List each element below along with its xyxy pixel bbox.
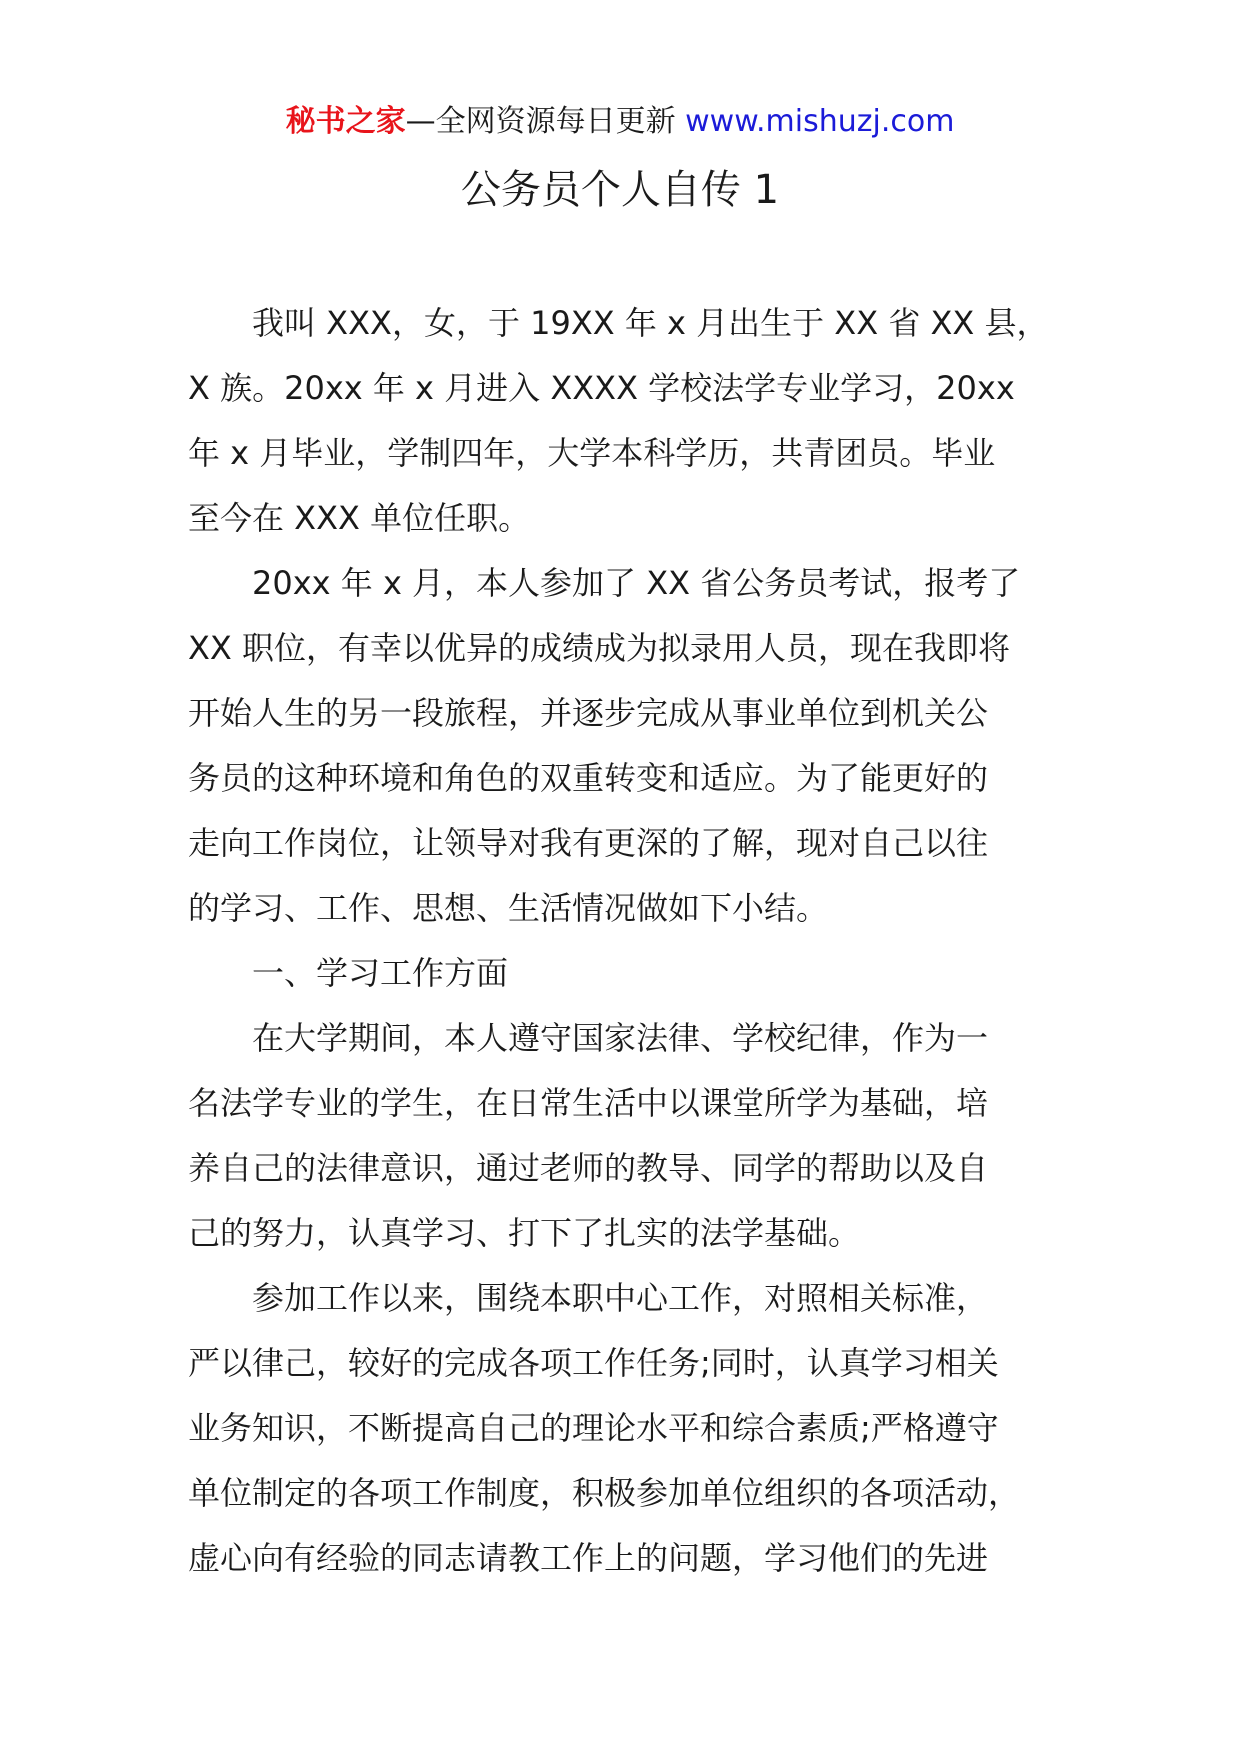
text-line: 20xx 年 x 月，本人参加了 XX 省公务员考试，报考了 bbox=[252, 564, 1021, 602]
header-tagline: —全网资源每日更新 bbox=[405, 104, 686, 139]
text-line: 业务知识，不断提高自己的理论水平和综合素质;严格遵守 bbox=[188, 1409, 999, 1447]
section-heading bbox=[188, 941, 1068, 1006]
paragraph bbox=[188, 1006, 1068, 1266]
text-line: 务员的这种环境和角色的双重转变和适应。为了能更好的 bbox=[188, 759, 989, 797]
text-line: 虚心向有经验的同志请教工作上的问题，学习他们的先进 bbox=[188, 1539, 989, 1577]
text-line: XX 职位，有幸以优异的成绩成为拟录用人员，现在我即将 bbox=[188, 629, 1011, 667]
paragraph bbox=[188, 551, 1068, 941]
text-line: 走向工作岗位，让领导对我有更深的了解，现对自己以往 bbox=[188, 824, 989, 862]
site-link[interactable]: www.mishuzj.com bbox=[685, 104, 955, 139]
text-line: 名法学专业的学生，在日常生活中以课堂所学为基础，培 bbox=[188, 1084, 989, 1122]
text-line: 开始人生的另一段旅程，并逐步完成从事业单位到机关公 bbox=[188, 694, 989, 732]
site-header bbox=[0, 100, 1240, 144]
text-line: 己的努力，认真学习、打下了扎实的法学基础。 bbox=[188, 1214, 861, 1252]
text-line: 严以律己，较好的完成各项工作任务;同时，认真学习相关 bbox=[188, 1344, 999, 1382]
brand-name: 秘书之家 bbox=[285, 104, 406, 139]
document-title: 公务员个人自传 1 bbox=[460, 167, 780, 213]
text-line: 单位制定的各项工作制度，积极参加单位组织的各项活动， bbox=[188, 1474, 1021, 1512]
text-line: 至今在 XXX 单位任职。 bbox=[188, 499, 531, 537]
paragraph bbox=[188, 1266, 1068, 1591]
text-line: 一、学习工作方面 bbox=[252, 954, 509, 992]
paragraph bbox=[188, 291, 1068, 551]
text-line: 养自己的法律意识，通过老师的教导、同学的帮助以及自 bbox=[188, 1149, 989, 1187]
text-line: 的学习、工作、思想、生活情况做如下小结。 bbox=[188, 889, 829, 927]
text-line: 在大学期间，本人遵守国家法律、学校纪律，作为一 bbox=[252, 1019, 989, 1057]
document-body bbox=[188, 291, 1068, 1591]
text-line: 参加工作以来，围绕本职中心工作，对照相关标准， bbox=[252, 1279, 989, 1317]
text-line: 年 x 月毕业，学制四年，大学本科学历，共青团员。毕业 bbox=[188, 434, 996, 472]
text-line: X 族。20xx 年 x 月进入 XXXX 学校法学专业学习，20xx bbox=[188, 369, 1015, 407]
text-line: 我叫 XXX，女，于 19XX 年 x 月出生于 XX 省 XX 县， bbox=[252, 304, 1049, 342]
